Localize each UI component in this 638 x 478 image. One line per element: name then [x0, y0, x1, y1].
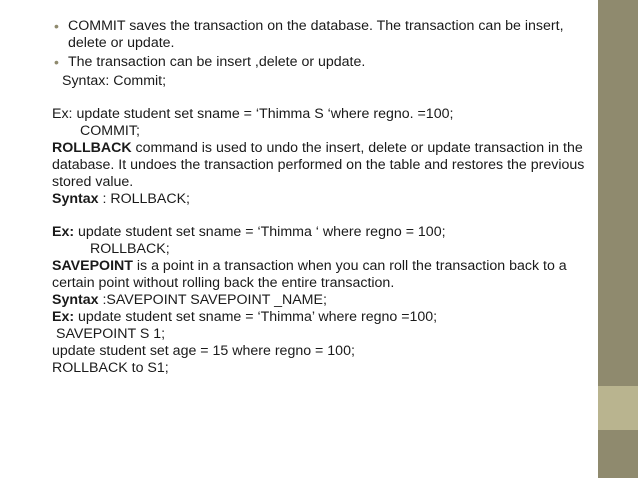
bullet-text: The transaction can be insert ,delete or update.	[68, 54, 366, 70]
bullet-dot-icon: •	[54, 18, 59, 34]
rollback-description	[52, 140, 592, 191]
bullet-text: COMMIT saves the transaction on the database. The transaction can be insert, delete or update.	[68, 18, 564, 51]
rollback-syntax	[52, 191, 592, 208]
savepoint-desc-text: is a point in a transaction when you can roll the transaction back to a certain point without rolling back the entire transaction.	[52, 258, 567, 291]
rollback-example	[52, 224, 592, 241]
rollback-desc-text: command is used to undo the insert, delete or update transaction in the database. It undoes the transaction performed on the table and restores the previous stored value.	[52, 140, 585, 190]
slide-content	[52, 18, 592, 377]
bullet-item	[52, 18, 592, 52]
rollback-ex-value: update student set sname = ‘Thimma ‘ where regno = 100;	[74, 224, 446, 240]
rollback-example-2: ROLLBACK;	[90, 241, 170, 257]
savepoint-ex-value: update student set sname = ‘Thimma’ where regno =100;	[74, 309, 438, 325]
rollback-ex-label: Ex:	[52, 224, 75, 240]
savepoint-line-1: SAVEPOINT S 1;	[56, 326, 166, 342]
savepoint-line-3: ROLLBACK to S1;	[52, 360, 169, 376]
bullet-dot-icon: •	[54, 54, 59, 70]
savepoint-syntax-value: :SAVEPOINT SAVEPOINT _NAME;	[98, 292, 327, 308]
spacer	[52, 90, 592, 106]
savepoint-line-2: update student set age = 15 where regno = 100;	[52, 343, 355, 359]
sidebar-accent-block	[598, 386, 638, 430]
commit-syntax: Syntax: Commit;	[62, 73, 167, 89]
spacer	[52, 208, 592, 224]
decorative-sidebar	[598, 0, 638, 478]
rollback-syntax-value: : ROLLBACK;	[98, 191, 190, 207]
savepoint-example	[52, 309, 592, 326]
bullet-item	[52, 54, 592, 71]
savepoint-description	[52, 258, 592, 292]
savepoint-keyword: SAVEPOINT	[52, 258, 133, 274]
commit-example: Ex: update student set sname = ‘Thimma S ‘where regno. =100;	[52, 106, 454, 122]
rollback-syntax-label: Syntax	[52, 191, 99, 207]
savepoint-ex-label: Ex:	[52, 309, 75, 325]
savepoint-syntax	[52, 292, 592, 309]
savepoint-syntax-label: Syntax	[52, 292, 99, 308]
commit-example-2: COMMIT;	[80, 123, 140, 139]
rollback-keyword: ROLLBACK	[52, 140, 132, 156]
